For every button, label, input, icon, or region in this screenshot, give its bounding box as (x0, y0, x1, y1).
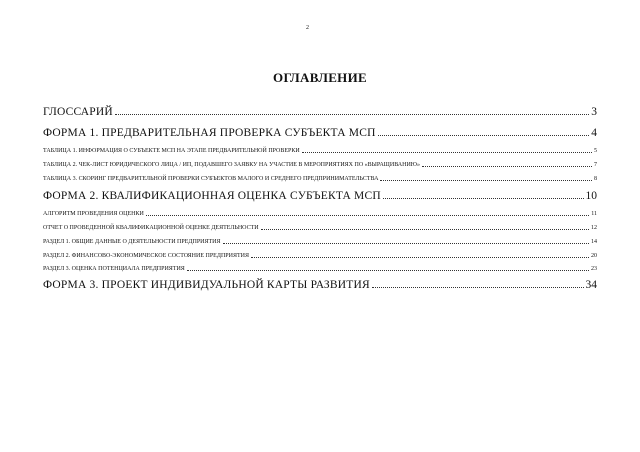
toc-entry-page: 14 (591, 239, 597, 245)
toc-entry-section-1[interactable] (43, 239, 597, 245)
toc-entry-page: 7 (594, 162, 597, 168)
toc-entry-form-1[interactable] (43, 127, 597, 139)
crescent-icon (210, 17, 226, 33)
toc-entry-label: РАЗДЕЛ 3. ОЦЕНКА ПОТЕНЦИАЛА ПРЕДПРИЯТИЯ (43, 266, 185, 272)
toc-entry-page: 5 (594, 148, 597, 154)
toc-entry-page: 11 (591, 211, 597, 217)
toc-entry-form-2[interactable] (43, 190, 597, 202)
dot-leader (302, 152, 592, 153)
toc-entry-glossary[interactable] (43, 106, 597, 118)
toc-entry-page: 4 (591, 127, 597, 139)
toc-entry-page: 34 (585, 279, 597, 291)
toc-entry-page: 20 (591, 253, 597, 259)
toc-entry-label: РАЗДЕЛ 1. ОБЩИЕ ДАННЫЕ О ДЕЯТЕЛЬНОСТИ ПРЕДПРИЯТИЯ (43, 239, 221, 245)
dot-leader (261, 229, 589, 230)
dot-leader (187, 270, 589, 271)
toc-entry-label: ФОРМА 1. ПРЕДВАРИТЕЛЬНАЯ ПРОВЕРКА СУБЪЕКТА МСП (43, 127, 376, 139)
crescent-icon (384, 17, 400, 33)
dot-leader (383, 198, 584, 199)
dot-leader (380, 180, 592, 181)
dot-leader (251, 257, 589, 258)
page-number: 2 (306, 25, 309, 31)
toc-entry-label: ФОРМА 2. КВАЛИФИКАЦИОННАЯ ОЦЕНКА СУБЪЕКТА МСП (43, 190, 381, 202)
toc-entry-label: ТАБЛИЦА 1. ИНФОРМАЦИЯ О СУБЪЕКТЕ МСП НА ЭТАПЕ ПРЕДВАРИТЕЛЬНОЙ ПРОВЕРКИ (43, 148, 300, 154)
toc-entry-algorithm[interactable] (43, 211, 597, 217)
toc-entry-page: 3 (591, 106, 597, 118)
toc-entry-report[interactable] (43, 225, 597, 231)
dot-leader (223, 243, 590, 244)
toc-entry-label: ГЛОССАРИЙ (43, 106, 113, 118)
toc-entry-table-1[interactable] (43, 148, 597, 154)
toc-entry-label: ТАБЛИЦА 2. ЧЕК-ЛИСТ ЮРИДИЧЕСКОГО ЛИЦА / ИП, ПОДАВШЕГО ЗАЯВКУ НА УЧАСТИЕ В МЕРОПРИЯТИЯХ ПО «ВЫРАЩИВАНИЮ» (43, 162, 420, 168)
toc-entry-page: 8 (594, 176, 597, 182)
dot-leader (115, 114, 589, 115)
toc-entry-table-2[interactable] (43, 162, 597, 168)
dot-leader (146, 215, 589, 216)
toc-entry-label: ФОРМА 3. ПРОЕКТ ИНДИВИДУАЛЬНОЙ КАРТЫ РАЗВИТИЯ (43, 279, 370, 291)
toc-entry-label: РАЗДЕЛ 2. ФИНАНСОВО-ЭКОНОМИЧЕСКОЕ СОСТОЯНИЕ ПРЕДПРИЯТИЯ (43, 253, 249, 259)
toc-entry-page: 10 (585, 190, 597, 202)
dot-leader (372, 287, 584, 288)
toc-entry-form-3[interactable] (43, 279, 597, 291)
toc-entry-label: АЛГОРИТМ ПРОВЕДЕНИЯ ОЦЕНКИ (43, 211, 144, 217)
toc-entry-page: 12 (591, 225, 597, 231)
dot-leader (422, 166, 592, 167)
toc-entry-label: ТАБЛИЦА 3. СКОРИНГ ПРЕДВАРИТЕЛЬНОЙ ПРОВЕРКИ СУБЪЕКТОВ МАЛОГО И СРЕДНЕГО ПРЕДПРИНИМАТЕЛЬСТВА (43, 176, 379, 182)
toc-entry-table-3[interactable] (43, 176, 597, 182)
toc-entry-page: 23 (591, 266, 597, 272)
toc-entry-section-2[interactable] (43, 253, 597, 259)
toc-entry-section-3[interactable] (43, 266, 597, 272)
toc-entry-label: ОТЧЕТ О ПРОВЕДЕННОЙ КВАЛИФИКАЦИОННОЙ ОЦЕНКЕ ДЕЯТЕЛЬНОСТИ (43, 225, 259, 231)
dot-leader (378, 135, 590, 136)
toc-title: ОГЛАВЛЕНИЕ (273, 70, 367, 85)
